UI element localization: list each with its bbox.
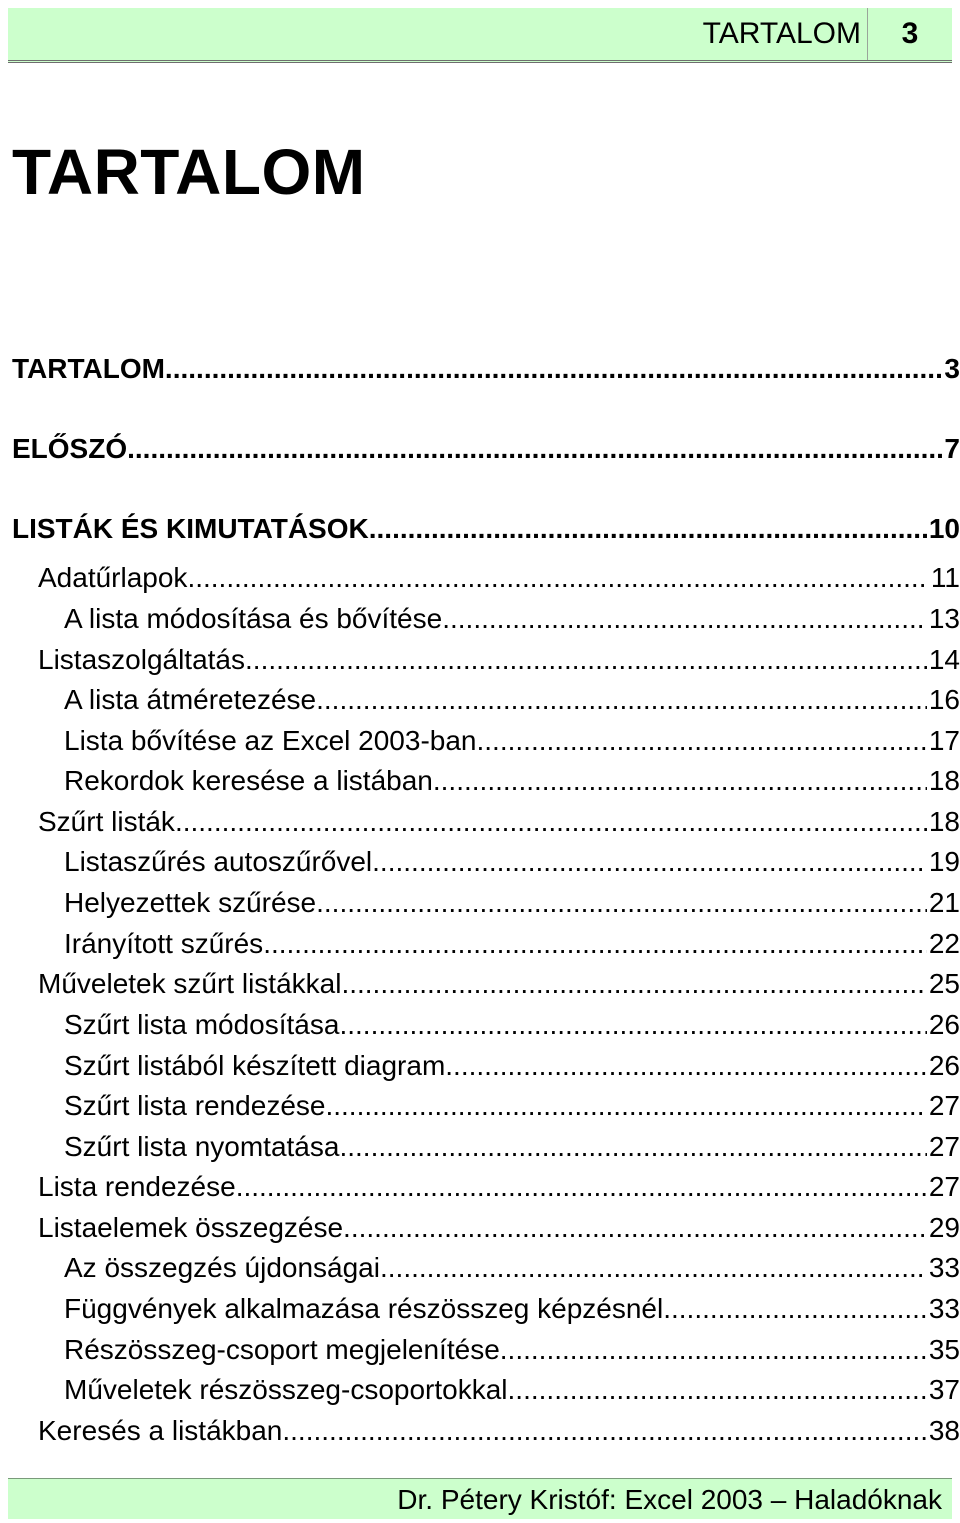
toc-entry[interactable] [64,1008,960,1042]
toc-entry-title: Szűrt lista nyomtatása [64,1131,340,1162]
toc-leader-dots [187,561,928,595]
toc-entry-page-number: 22 [928,928,960,959]
toc-entry[interactable] [64,764,960,798]
toc-entry[interactable] [38,1211,960,1245]
toc-entry[interactable] [12,432,960,466]
toc-leader-dots [442,602,927,636]
toc-entry-page-number: 29 [928,1212,960,1243]
toc-entry[interactable] [64,1292,960,1326]
toc-entry[interactable] [64,845,960,879]
toc-leader-dots [339,1130,926,1164]
toc-entry-page-number: 21 [928,887,960,918]
header-title: TARTALOM [702,17,861,50]
toc-leader-dots [341,967,926,1001]
toc-entry[interactable] [38,1414,960,1448]
toc-entry-page-number: 26 [928,1009,960,1040]
toc-entry-title: Lista bővítése az Excel 2003-ban [64,725,477,756]
toc-entry-page-number: 13 [928,603,960,634]
toc-leader-dots [165,352,943,386]
toc-entry-page-number: 18 [928,765,960,796]
toc-entry-title: Listaszűrés autoszűrővel [64,846,373,877]
toc-entry-title: Helyezettek szűrése [64,887,317,918]
toc-leader-dots [316,886,927,920]
toc-entry-title: ELŐSZÓ [12,433,128,464]
toc-entry[interactable] [38,561,960,595]
toc-entry-page-number: 38 [928,1415,960,1446]
toc-entry-page-number: 14 [928,644,960,675]
toc-entry-title: Szűrt listából készített diagram [64,1050,446,1081]
toc-entry[interactable] [12,512,960,546]
toc-entry-title: Az összegzés újdonságai [64,1252,380,1283]
toc-entry-page-number: 33 [928,1293,960,1324]
toc-entry-title: Szűrt lista módosítása [64,1009,340,1040]
toc-entry-title: TARTALOM [12,353,165,384]
toc-entry-page-number: 25 [928,968,960,999]
toc-entry[interactable] [64,1049,960,1083]
toc-leader-dots [316,683,927,717]
toc-entry-page-number: 27 [928,1171,960,1202]
header-page-number: 3 [901,17,919,50]
toc-leader-dots [380,1251,927,1285]
toc-entry-page-number: 33 [928,1252,960,1283]
toc-entry-title: Irányított szűrés [64,928,264,959]
toc-entry-page-number: 27 [928,1090,960,1121]
toc-leader-dots [508,1373,927,1407]
toc-entry-page-number: 16 [928,684,960,715]
toc-entry-title: Szűrt lista rendezése [64,1090,326,1121]
toc-leader-dots [369,512,927,546]
toc-leader-dots [372,845,927,879]
page-title: TARTALOM [12,136,366,208]
toc-entry[interactable] [64,1333,960,1367]
toc-entry-page-number: 18 [928,806,960,837]
toc-leader-dots [263,927,927,961]
toc-entry-page-number: 17 [928,725,960,756]
toc-leader-dots [500,1333,927,1367]
toc-entry-page-number: 7 [944,433,960,464]
toc-entry[interactable] [64,1130,960,1164]
toc-entry-title: Keresés a listákban [38,1415,283,1446]
page-footer [8,1478,952,1519]
toc-entry[interactable] [38,1170,960,1204]
toc-entry[interactable] [64,927,960,961]
toc-entry-page-number: 27 [928,1131,960,1162]
toc-entry-page-number: 19 [928,846,960,877]
toc-entry[interactable] [38,967,960,1001]
toc-leader-dots [236,1170,927,1204]
toc-entry-title: Listaelemek összegzése [38,1212,344,1243]
toc-entry-title: A lista átméretezése [64,684,317,715]
toc-entry-title: Rekordok keresése a listában [64,765,433,796]
toc-leader-dots [476,724,926,758]
toc-leader-dots [339,1008,926,1042]
toc-leader-dots [245,643,927,677]
toc-entry[interactable] [12,352,960,386]
toc-entry-title: Függvények alkalmazása részösszeg képzésnél [64,1293,664,1324]
toc-leader-dots [433,764,927,798]
footer-text: Dr. Pétery Kristóf: Excel 2003 – Haladóknak [397,1484,942,1515]
toc-leader-dots [663,1292,927,1326]
toc-entry-page-number: 11 [930,562,960,593]
toc-entry[interactable] [64,1089,960,1123]
toc-entry-title: Műveletek részösszeg-csoportokkal [64,1374,508,1405]
toc-entry[interactable] [64,683,960,717]
toc-entry-page-number: 26 [928,1050,960,1081]
toc-entry-page-number: 35 [928,1334,960,1365]
toc-leader-dots [127,432,942,466]
toc-entry[interactable] [38,643,960,677]
toc-leader-dots [343,1211,927,1245]
toc-entry-page-number: 10 [928,513,960,544]
toc-entry-title: Adatűrlapok [38,562,188,593]
toc-entry-title: LISTÁK ÉS KIMUTATÁSOK [12,513,369,544]
toc-entry[interactable] [38,805,960,839]
toc-entry[interactable] [64,886,960,920]
toc-leader-dots [282,1414,926,1448]
toc-entry-page-number: 3 [944,353,960,384]
toc-entry-title: Listaszolgáltatás [38,644,246,675]
toc-entry-title: Részösszeg-csoport megjelenítése [64,1334,500,1365]
toc-entry-title: Szűrt listák [38,806,175,837]
toc-entry-title: Lista rendezése [38,1171,236,1202]
toc-leader-dots [325,1089,926,1123]
toc-entry[interactable] [64,602,960,636]
toc-entry[interactable] [64,724,960,758]
toc-leader-dots [175,805,927,839]
toc-entry-title: A lista módosítása és bővítése [64,603,443,634]
toc-entry[interactable] [64,1373,960,1407]
toc-entry-page-number: 37 [928,1374,960,1405]
toc-entry[interactable] [64,1251,960,1285]
toc-entry-title: Műveletek szűrt listákkal [38,968,342,999]
toc-leader-dots [445,1049,927,1083]
